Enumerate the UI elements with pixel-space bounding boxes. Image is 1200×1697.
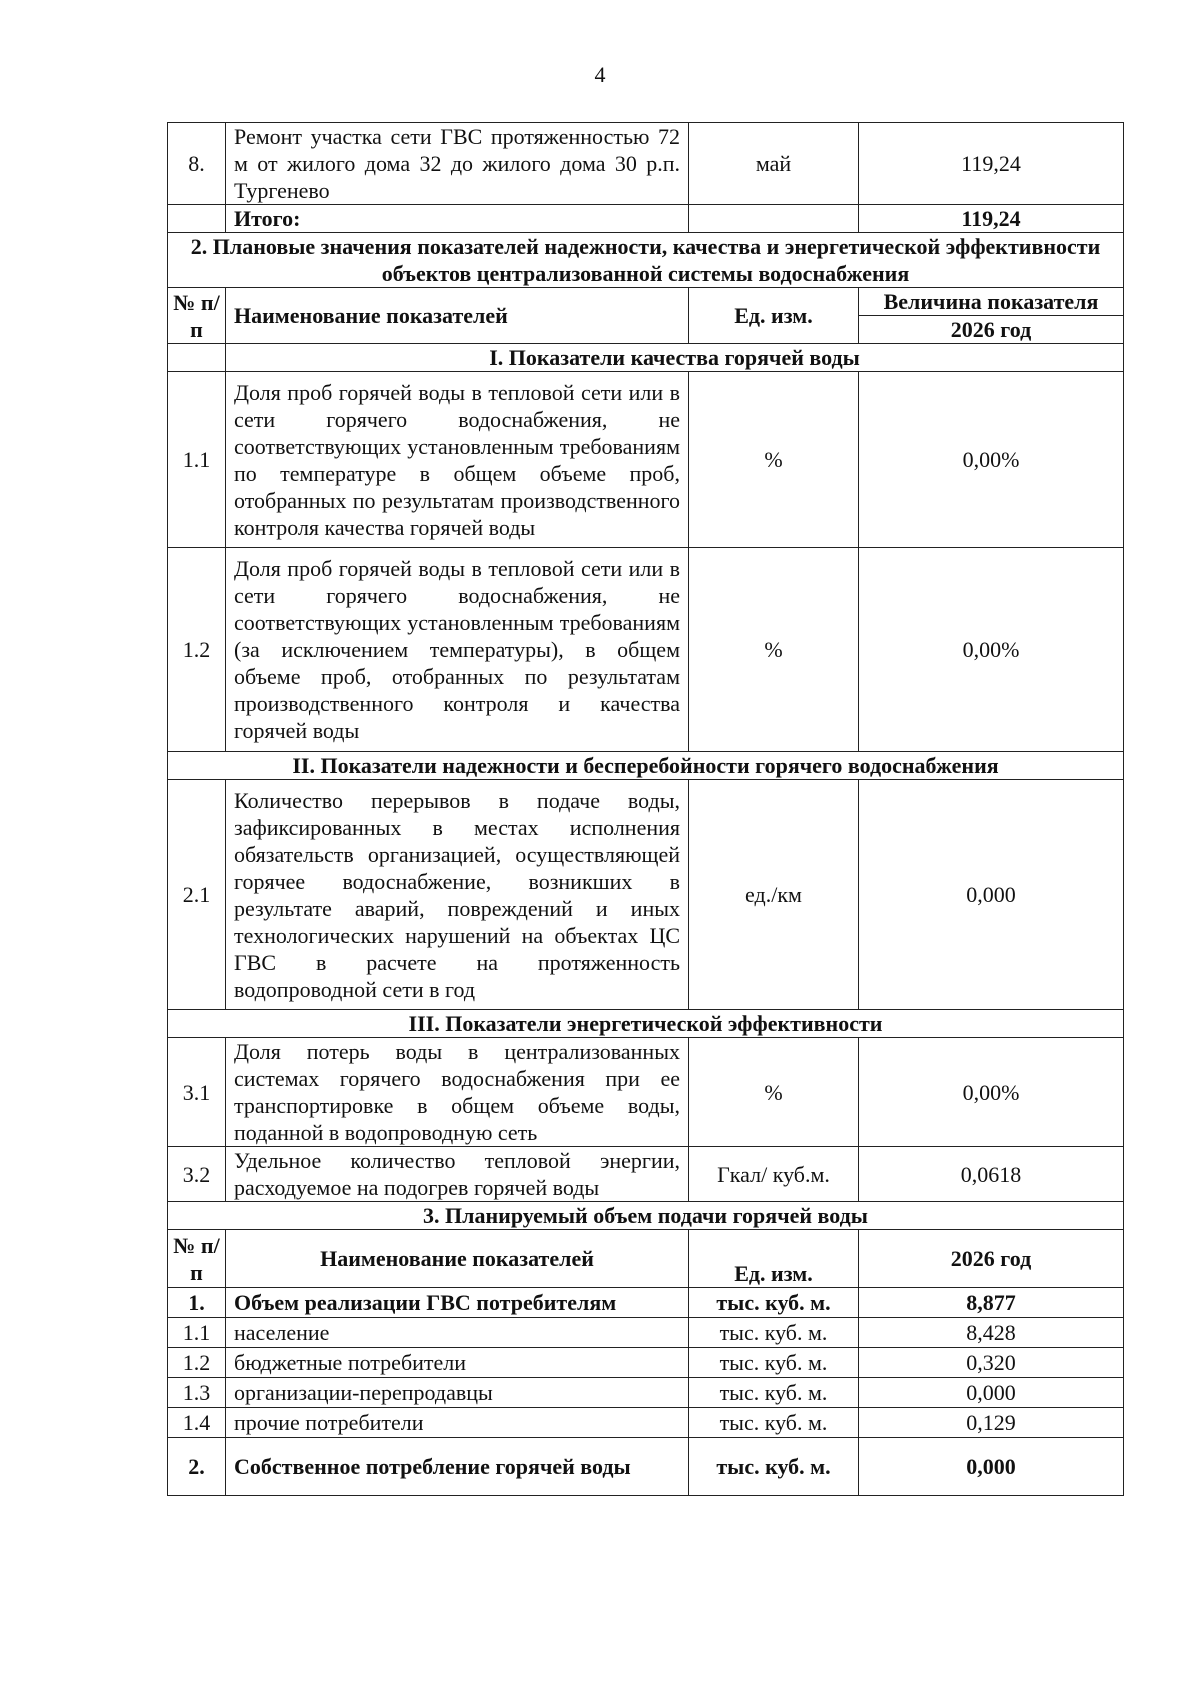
row-period: май (689, 123, 859, 205)
table-row (168, 123, 1124, 205)
table-row (168, 1438, 1124, 1496)
group-title-row (168, 752, 1124, 780)
row-unit: тыс. куб. м. (689, 1348, 859, 1378)
header-num: № п/п (168, 1230, 226, 1288)
row-number: 2.1 (168, 780, 226, 1010)
row-name: прочие потребители (226, 1408, 689, 1438)
row-number: 1.3 (168, 1378, 226, 1408)
row-unit: % (689, 548, 859, 752)
total-value: 119,24 (859, 205, 1124, 233)
row-name: Собственное потребление горячей воды (226, 1438, 689, 1496)
row-number: 1.4 (168, 1408, 226, 1438)
table-row (168, 1288, 1124, 1318)
section-title-row (168, 1202, 1124, 1230)
table-row (168, 1147, 1124, 1202)
row-number: 2. (168, 1438, 226, 1496)
row-value: 0,00% (859, 372, 1124, 548)
row-unit: тыс. куб. м. (689, 1318, 859, 1348)
header-unit: Ед. изм. (689, 1230, 859, 1288)
header-num: № п/п (168, 288, 226, 344)
table-row (168, 780, 1124, 1010)
section-3-title: 3. Планируемый объем подачи горячей воды (168, 1202, 1124, 1230)
row-name: Объем реализации ГВС потребителям (226, 1288, 689, 1318)
group-title-row (168, 344, 1124, 372)
table-row (168, 548, 1124, 752)
group-title-row (168, 1010, 1124, 1038)
row-number: 1.1 (168, 372, 226, 548)
document-table (167, 122, 1124, 1496)
row-value: 0,000 (859, 1438, 1124, 1496)
row-unit: Гкал/ куб.м. (689, 1147, 859, 1202)
row-value: 8,877 (859, 1288, 1124, 1318)
row-unit: % (689, 372, 859, 548)
header-value-group: Величина показателя (859, 288, 1124, 316)
group-num-cell (168, 344, 226, 372)
section-title-row (168, 233, 1124, 288)
row-name: Удельное количество тепловой энергии, расходуемое на подогрев горячей воды (226, 1147, 689, 1202)
row-unit: % (689, 1038, 859, 1147)
row-number (168, 205, 226, 233)
row-number: 3.2 (168, 1147, 226, 1202)
header-unit: Ед. изм. (689, 288, 859, 344)
header-row (168, 288, 1124, 316)
header-row (168, 1230, 1124, 1288)
total-label: Итого: (226, 205, 689, 233)
row-value: 0,00% (859, 548, 1124, 752)
row-value: 8,428 (859, 1318, 1124, 1348)
row-value: 0,000 (859, 780, 1124, 1010)
row-period (689, 205, 859, 233)
row-number: 1.2 (168, 548, 226, 752)
table-row (168, 372, 1124, 548)
header-name: Наименование показателей (226, 1230, 689, 1288)
row-number: 1.2 (168, 1348, 226, 1378)
page-number: 4 (594, 62, 606, 87)
row-value: 119,24 (859, 123, 1124, 205)
header-year: 2026 год (859, 1230, 1124, 1288)
row-name: население (226, 1318, 689, 1348)
table-row (168, 1348, 1124, 1378)
total-row (168, 205, 1124, 233)
section-2-title: 2. Плановые значения показателей надежности, качества и энергетической эффективности объектов централизованной системы водоснабжения (168, 233, 1124, 288)
row-number: 1. (168, 1288, 226, 1318)
row-unit: тыс. куб. м. (689, 1408, 859, 1438)
group-2-title: II. Показатели надежности и бесперебойности горячего водоснабжения (168, 752, 1124, 780)
group-1-title: I. Показатели качества горячей воды (226, 344, 1124, 372)
row-value: 0,129 (859, 1408, 1124, 1438)
row-name: Доля проб горячей воды в тепловой сети или в сети горячего водоснабжения, не соответствующих установленным требованиям по температуре в общем объеме проб, отобранных по результатам производственного контроля качества горячей воды (226, 372, 689, 548)
row-unit: тыс. куб. м. (689, 1438, 859, 1496)
group-3-title: III. Показатели энергетической эффективности (168, 1010, 1124, 1038)
row-number: 1.1 (168, 1318, 226, 1348)
row-value: 0,320 (859, 1348, 1124, 1378)
row-value: 0,00% (859, 1038, 1124, 1147)
row-name: бюджетные потребители (226, 1348, 689, 1378)
row-number: 8. (168, 123, 226, 205)
row-number: 3.1 (168, 1038, 226, 1147)
table-row (168, 1038, 1124, 1147)
row-unit: ед./км (689, 780, 859, 1010)
row-value: 0,0618 (859, 1147, 1124, 1202)
header-name: Наименование показателей (226, 288, 689, 344)
row-name: организации-перепродавцы (226, 1378, 689, 1408)
row-name: Доля проб горячей воды в тепловой сети или в сети горячего водоснабжения, не соответствующих установленным требованиям (за исключением температуры), в общем объеме проб, отобранных по результатам производственного контроля и качества горячей воды (226, 548, 689, 752)
row-name: Доля потерь воды в централизованных системах горячего водоснабжения при ее транспортировке в общем объеме воды, поданной в водопроводную сеть (226, 1038, 689, 1147)
row-name: Ремонт участка сети ГВС протяженностью 72 м от жилого дома 32 до жилого дома 30 р.п. Тургенево (226, 123, 689, 205)
row-name: Количество перерывов в подаче воды, зафиксированных в местах исполнения обязательств организацией, осуществляющей горячее водоснабжение, возникших в результате аварий, повреждений и иных технологических нарушений на объектах ЦС ГВС в расчете на протяженность водопроводной сети в год (226, 780, 689, 1010)
row-value: 0,000 (859, 1378, 1124, 1408)
row-unit: тыс. куб. м. (689, 1288, 859, 1318)
table-row (168, 1408, 1124, 1438)
row-unit: тыс. куб. м. (689, 1378, 859, 1408)
header-year: 2026 год (859, 316, 1124, 344)
table-row (168, 1318, 1124, 1348)
table-row (168, 1378, 1124, 1408)
